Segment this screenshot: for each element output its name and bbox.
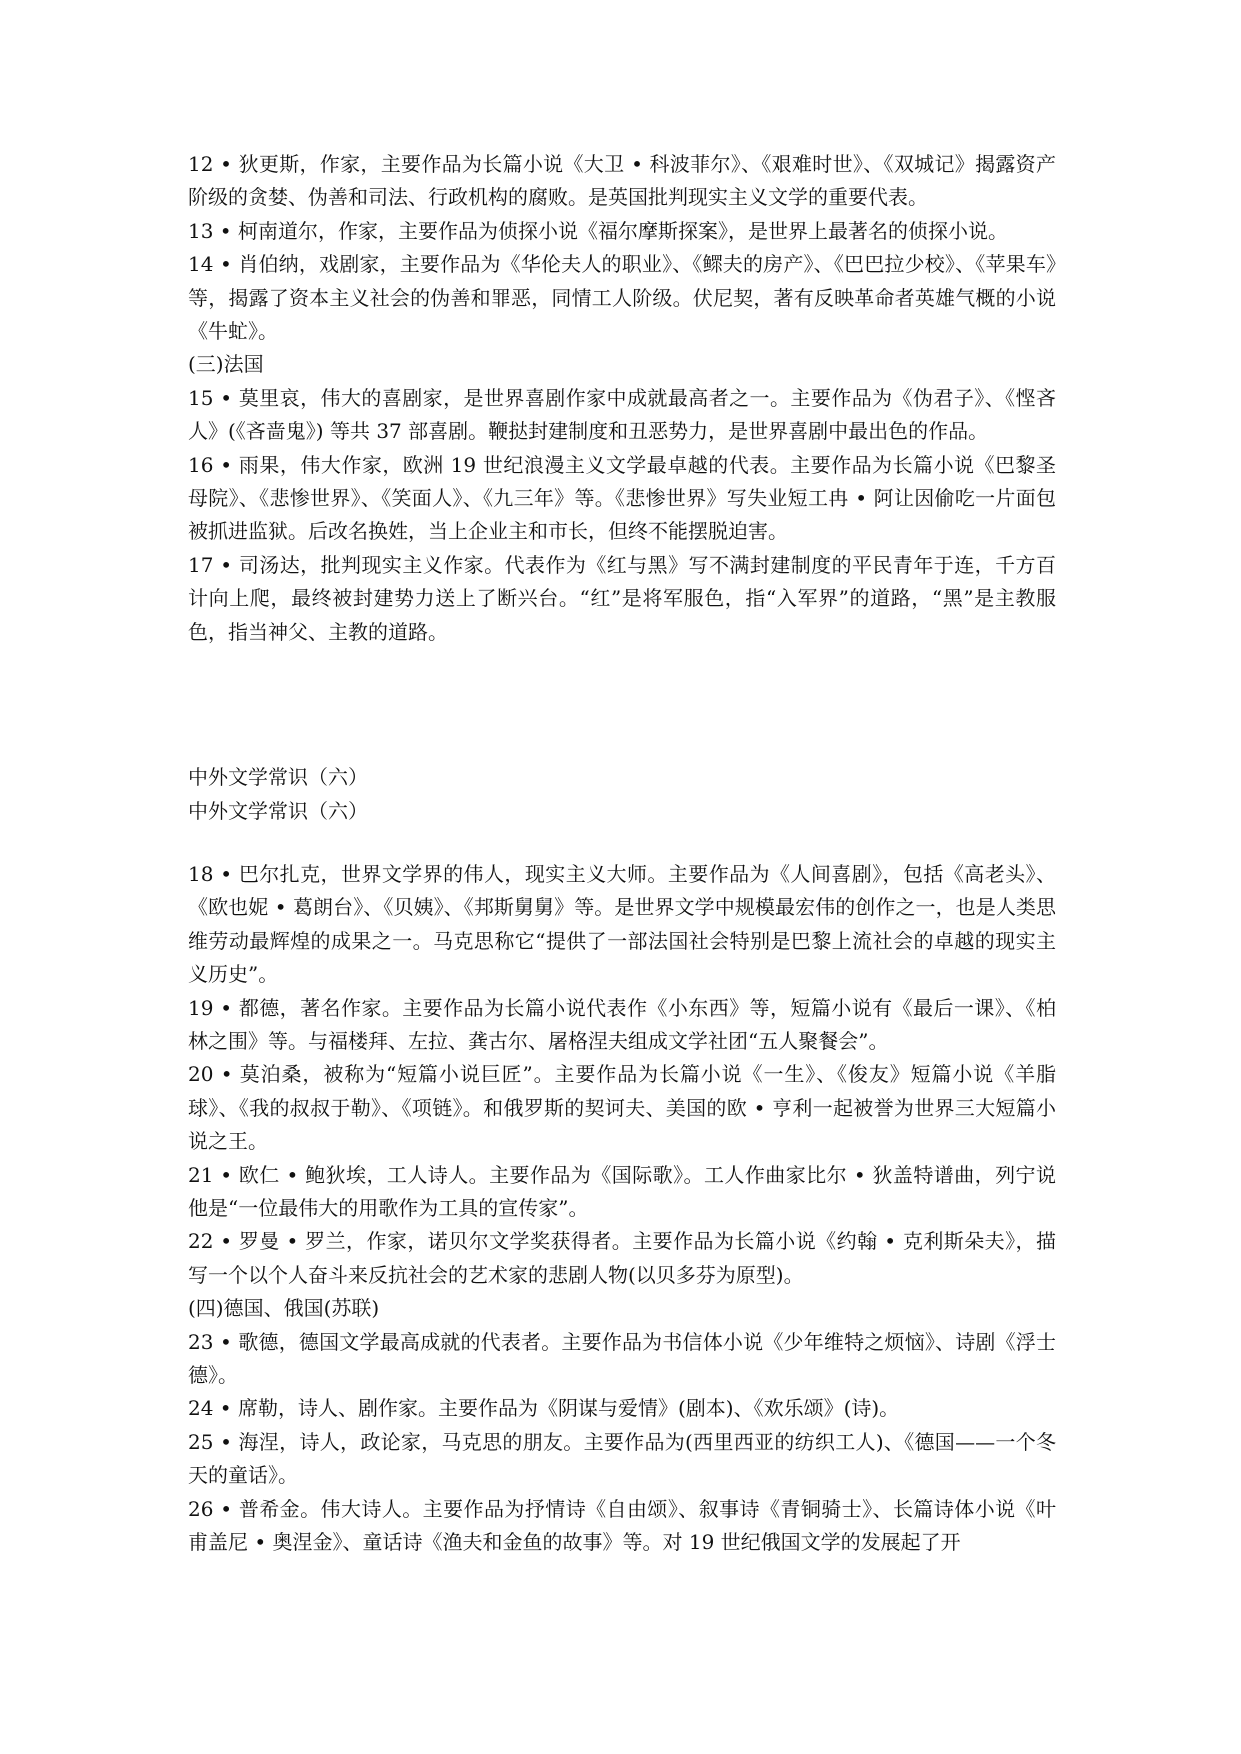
paragraph-25-heine: 25 • 海涅，诗人，政论家，马克思的朋友。主要作品为(西里西亚的纺织工人)、《德国——一个冬天的童话》。: [188, 1429, 1056, 1488]
paragraph-12-dickens: 12 • 狄更斯，作家，主要作品为长篇小说《大卫 • 科波菲尔》、《艰难时世》、《双城记》揭露资产阶级的贪婪、伪善和司法、行政机构的腐败。是英国批判现实主义文学的重要代表。: [188, 152, 1056, 210]
blank-gap-small: [188, 828, 1056, 858]
paragraph-16-hugo: 16 • 雨果，伟大作家，欧洲 19 世纪浪漫主义文学最卓越的代表。主要作品为长篇小说《巴黎圣母院》、《悲惨世界》、《笑面人》、《九三年》等。《悲惨世界》写失业短工冉 • 阿让因偷吃一片面包被抓进监狱。后改名换姓，当上企业主和市长，但终不能摆脱迫害。: [188, 452, 1056, 544]
document-title: 中外文学常识（六）: [188, 765, 368, 790]
paragraph-26-pushkin: 26 • 普希金。伟大诗人。主要作品为抒情诗《自由颂》、叙事诗《青铜骑士》、长篇诗体小说《叶甫盖尼 • 奥涅金》、童话诗《渔夫和金鱼的故事》等。对 19 世纪俄国文学的发展起了开: [188, 1496, 1056, 1555]
section-one: [188, 148, 1056, 649]
blank-gap: [188, 649, 1056, 761]
paragraph-22-rolland: 22 • 罗曼 • 罗兰，作家，诺贝尔文学奖获得者。主要作品为长篇小说《约翰 • 克利斯朵夫》，描写一个以个人奋斗来反抗社会的艺术家的悲剧人物(以贝多芬为原型)。: [188, 1229, 1056, 1287]
paragraph-18-balzac: 18 • 巴尔扎克，世界文学界的伟人，现实主义大师。主要作品为《人间喜剧》，包括《高老头》、《欧也妮 • 葛朗台》、《贝姨》、《邦斯舅舅》等。是世界文学中规模最宏伟的创作之一，也是人类思维劳动最辉煌的成果之一。马克思称它“提供了一部法国社会特别是巴黎上流社会的卓越的现实主义历史”。: [188, 861, 1056, 987]
paragraph-21-pottier: 21 • 欧仁 • 鲍狄埃，工人诗人。主要作品为《国际歌》。工人作曲家比尔 • 狄盖特谱曲，列宁说他是“一位最伟大的用歌作为工具的宣传家”。: [188, 1162, 1056, 1220]
paragraph-23-goethe: 23 • 歌德，德国文学最高成就的代表者。主要作品为书信体小说《少年维特之烦恼》、诗剧《浮士德》。: [188, 1329, 1056, 1387]
paragraph-15-moliere: 15 • 莫里哀，伟大的喜剧家，是世界喜剧作家中成就最高者之一。主要作品为《伪君子》、《悭吝人》(《吝啬鬼》) 等共 37 部喜剧。鞭挞封建制度和丑恶势力，是世界喜剧中最出色的作品。: [188, 385, 1056, 444]
document-title-repeat: 中外文学常识（六）: [188, 798, 368, 823]
paragraph-19-daudet: 19 • 都德，著名作家。主要作品为长篇小说代表作《小东西》等，短篇小说有《最后一课》、《柏林之围》等。与福楼拜、左拉、龚古尔、屠格涅夫组成文学社团“五人聚餐会”。: [188, 995, 1056, 1053]
section-two: [188, 858, 1056, 1560]
document-page: [188, 148, 1056, 1559]
paragraph-20-maupassant: 20 • 莫泊桑，被称为“短篇小说巨匠”。主要作品为长篇小说《一生》、《俊友》短篇小说《羊脂球》、《我的叔叔于勒》、《项链》。和俄罗斯的契诃夫、美国的欧 • 亨利一起被誉为世界三大短篇小说之王。: [188, 1062, 1056, 1154]
paragraph-24-schiller: 24 • 席勒，诗人、剧作家。主要作品为《阴谋与爱情》(剧本)、《欢乐颂》(诗)。: [188, 1396, 900, 1421]
paragraph-13-conan-doyle: 13 • 柯南道尔，作家，主要作品为侦探小说《福尔摩斯探案》，是世界上最著名的侦探小说。: [188, 218, 1008, 243]
section-heading-france: (三)法国: [188, 352, 264, 377]
paragraph-17-stendhal: 17 • 司汤达，批判现实主义作家。代表作为《红与黑》写不满封建制度的平民青年于连，千方百计向上爬，最终被封建势力送上了断兴台。“红”是将军服色，指“入军界”的道路，“黑”是主教服色，指当神父、主教的道路。: [188, 552, 1056, 644]
paragraph-14-shaw: 14 • 肖伯纳，戏剧家，主要作品为《华伦夫人的职业》、《鳏夫的房产》、《巴巴拉少校》、《苹果车》等，揭露了资本主义社会的伪善和罪恶，同情工人阶级。伏尼契，著有反映革命者英雄气概的小说《牛虻》。: [188, 252, 1056, 344]
section-heading-germany-russia: (四)德国、俄国(苏联): [188, 1296, 380, 1321]
